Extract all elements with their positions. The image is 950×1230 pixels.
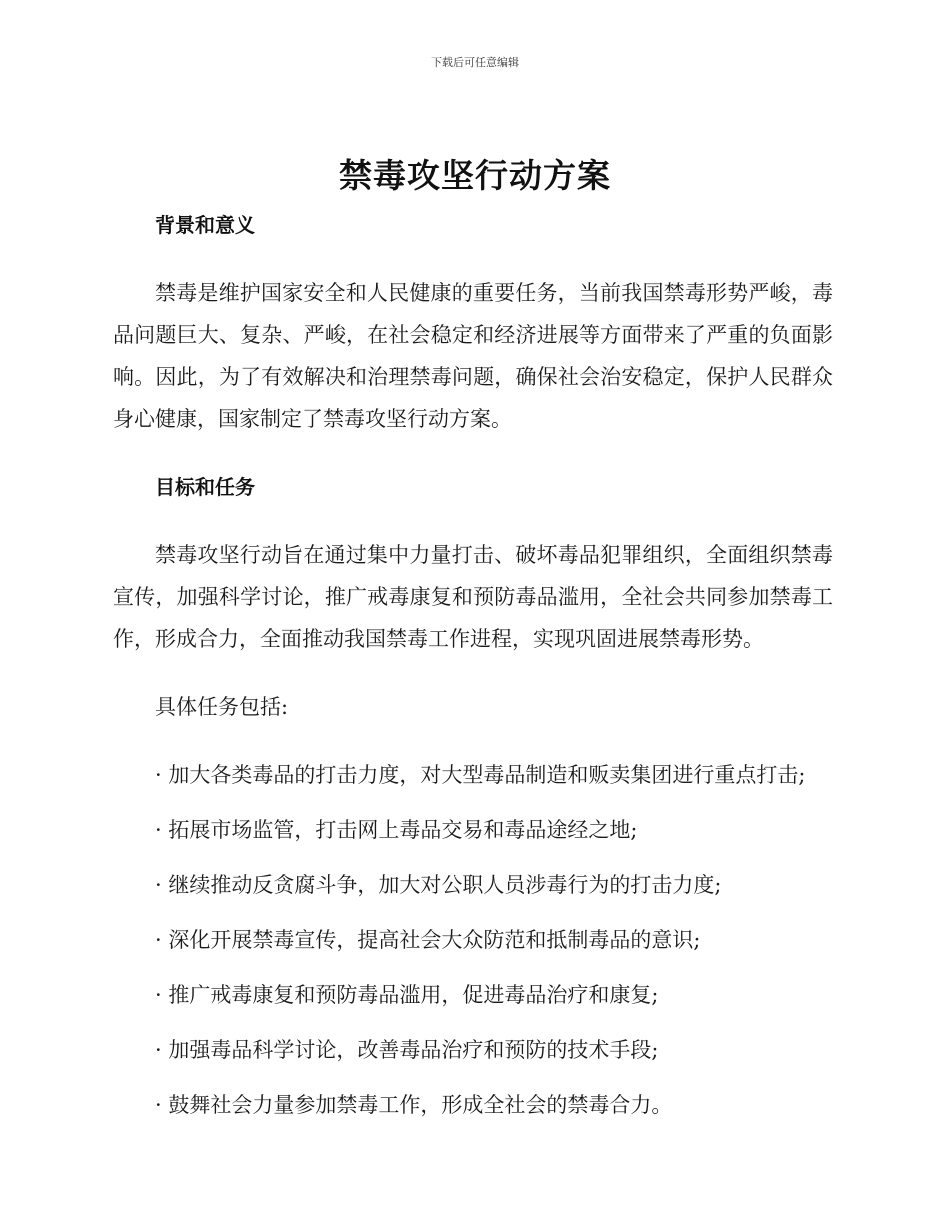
list-item: · 加强毒品科学讨论，改善毒品治疗和预防的技术手段; <box>155 1038 659 1062</box>
section-heading-background: 背景和意义 <box>155 213 255 237</box>
document-title: 禁毒攻坚行动方案 <box>339 156 611 195</box>
document-body <box>113 204 833 1139</box>
list-item: · 深化开展禁毒宣传，提高社会大众防范和抵制毒品的意识; <box>155 928 701 952</box>
list-item: · 加大各类毒品的打击力度，对大型毒品制造和贩卖集团进行重点打击; <box>155 763 806 787</box>
list-item: · 拓展市场监管，打击网上毒品交易和毒品途经之地; <box>155 818 638 842</box>
list-item: · 继续推动反贪腐斗争，加大对公职人员涉毒行为的打击力度; <box>155 873 722 897</box>
task-list <box>113 754 833 1126</box>
list-item: · 推广戒毒康复和预防毒品滥用，促进毒品治疗和康复; <box>155 983 659 1007</box>
section-heading-goals: 目标和任务 <box>155 475 255 499</box>
page-header-note: 下载后可任意编辑 <box>431 56 519 69</box>
list-intro: 具体任务包括: <box>155 695 289 719</box>
paragraph-background: 禁毒是维护国家安全和人民健康的重要任务，当前我国禁毒形势严峻，毒品问题巨大、复杂、严峻，在社会稳定和经济进展等方面带来了严重的负面影响。因此，为了有效解决和治理禁毒问题，确保社会治安稳定，保护人民群众身心健康，国家制定了禁毒攻坚行动方案。 <box>113 281 833 431</box>
list-item: · 鼓舞社会力量参加禁毒工作，形成全社会的禁毒合力。 <box>155 1093 673 1117</box>
paragraph-goals: 禁毒攻坚行动旨在通过集中力量打击、破坏毒品犯罪组织，全面组织禁毒宣传，加强科学讨论，推广戒毒康复和预防毒品滥用，全社会共同参加禁毒工作，形成合力，全面推动我国禁毒工作进程，实现巩固进展禁毒形势。 <box>113 543 833 651</box>
